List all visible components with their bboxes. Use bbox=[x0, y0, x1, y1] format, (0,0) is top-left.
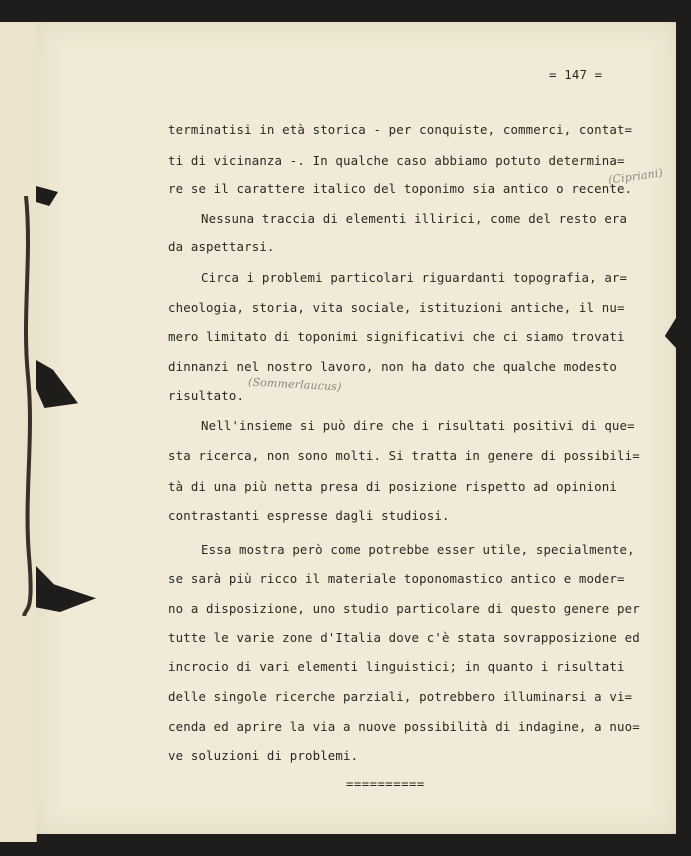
text-line: tutte le varie zone d'Italia dove c'è stata sovrapposizione ed bbox=[168, 630, 640, 645]
text-line: terminatisi in età storica - per conquiste, commerci, contat= bbox=[168, 122, 633, 137]
page-number: = 147 = bbox=[549, 67, 603, 82]
text-line: re se il carattere italico del toponimo sia antico o recente. bbox=[168, 181, 633, 196]
handwritten-note: (Sommerlaucus) bbox=[247, 375, 342, 394]
closing-rule: ========== bbox=[346, 776, 425, 791]
text-line: contrastanti espresse dagli studiosi. bbox=[168, 508, 450, 523]
text-line: sta ricerca, non sono molti. Si tratta in genere di possibili= bbox=[168, 448, 640, 463]
text-line: Nessuna traccia di elementi illirici, come del resto era bbox=[201, 211, 628, 226]
text-line: delle singole ricerche parziali, potrebbero illuminarsi a vi= bbox=[168, 689, 633, 704]
text-line: ve soluzioni di problemi. bbox=[168, 748, 359, 763]
text-line: Circa i problemi particolari riguardanti topografia, ar= bbox=[201, 270, 628, 285]
text-line: Nell'insieme si può dire che i risultati positivi di que= bbox=[201, 418, 635, 433]
text-line: mero limitato di toponimi significativi che ci siamo trovati bbox=[168, 329, 625, 344]
text-line: tà di una più netta presa di posizione rispetto ad opinioni bbox=[168, 479, 617, 494]
text-line: incrocio di vari elementi linguistici; in quanto i risultati bbox=[168, 659, 625, 674]
text-line: ti di vicinanza -. In qualche caso abbiamo potuto determina= bbox=[168, 153, 625, 168]
text-line: da aspettarsi. bbox=[168, 239, 275, 254]
handwritten-note: (Cipriani) bbox=[607, 166, 664, 187]
text-line: no a disposizione, uno studio particolare di questo genere per bbox=[168, 601, 640, 616]
text-line: cheologia, storia, vita sociale, istituzioni antiche, il nu= bbox=[168, 300, 625, 315]
text-line: risultato. bbox=[168, 388, 245, 403]
text-line: Essa mostra però come potrebbe esser utile, specialmente, bbox=[201, 542, 635, 557]
text-line: se sarà più ricco il materiale toponomastico antico e moder= bbox=[168, 571, 625, 586]
text-line: cenda ed aprire la via a nuove possibilità di indagine, a nuo= bbox=[168, 719, 640, 734]
text-line: dinnanzi nel nostro lavoro, non ha dato che qualche modesto bbox=[168, 359, 617, 374]
